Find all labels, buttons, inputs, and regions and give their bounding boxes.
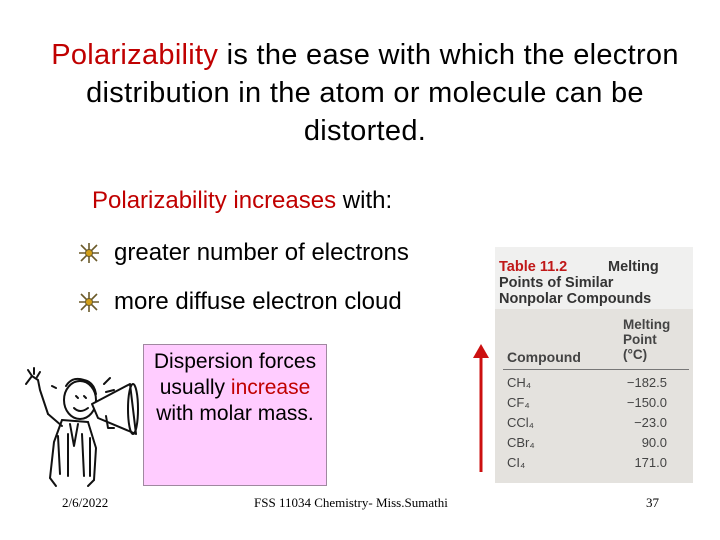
compound-cell: CF₄ xyxy=(507,395,530,410)
callout-line2: with molar mass. xyxy=(156,402,314,425)
title-highlight: Polarizability xyxy=(51,39,219,71)
compound-cell: CH₄ xyxy=(507,375,532,390)
mp-header-line2: Point xyxy=(623,332,657,347)
subheading-rest: with: xyxy=(336,187,393,214)
title-rest: is the ease with which the electron distribution in the atom or molecule can be distorted. xyxy=(86,39,679,147)
callout-highlight: increase xyxy=(230,376,311,399)
mp-cell: 171.0 xyxy=(634,455,667,470)
table-header xyxy=(495,257,693,309)
footer-course: FSS 11034 Chemistry- Miss.Sumathi xyxy=(254,495,448,510)
slide-number: 37 xyxy=(646,495,659,510)
table-row xyxy=(495,435,693,455)
compound-cell: CBr₄ xyxy=(507,435,535,450)
compound-cell: CCl₄ xyxy=(507,415,534,430)
callout-line1: Dispersion forces usually xyxy=(153,350,317,399)
table-label: Table 11.2 xyxy=(499,259,568,275)
slide-title xyxy=(40,36,690,150)
up-arrow xyxy=(470,344,492,474)
table-caption-2: Points of Similar xyxy=(499,275,614,291)
table-row xyxy=(495,395,693,415)
bullet-item xyxy=(78,238,409,268)
subheading xyxy=(92,186,392,216)
table-divider xyxy=(503,369,689,370)
bullet-text: more diffuse electron cloud xyxy=(114,288,402,315)
mp-header-line1: Melting xyxy=(623,317,671,332)
star-bullet-icon xyxy=(78,242,100,264)
table-row xyxy=(495,415,693,435)
bullet-item xyxy=(78,287,402,317)
callout-box xyxy=(143,344,327,486)
column-header-compound: Compound xyxy=(507,349,581,365)
table-body xyxy=(495,309,693,483)
footer-date: 2/6/2022 xyxy=(62,495,109,510)
column-header-mp xyxy=(623,317,670,362)
star-bullet-icon xyxy=(78,291,100,313)
mp-header-line3: (°C) xyxy=(623,347,648,362)
table-row xyxy=(495,455,693,475)
mp-cell: −182.5 xyxy=(626,375,667,390)
mp-cell: −23.0 xyxy=(634,415,667,430)
subheading-highlight: Polarizability increases xyxy=(92,187,337,214)
megaphone-man-clipart xyxy=(18,356,148,488)
melting-point-table xyxy=(495,247,693,483)
mp-cell: 90.0 xyxy=(641,435,667,450)
compound-cell: CI₄ xyxy=(507,455,526,470)
table-caption-3: Nonpolar Compounds xyxy=(499,291,652,307)
mp-cell: −150.0 xyxy=(626,395,667,410)
table-caption-1: Melting xyxy=(608,259,659,275)
table-row xyxy=(495,375,693,395)
bullet-text: greater number of electrons xyxy=(114,239,409,266)
